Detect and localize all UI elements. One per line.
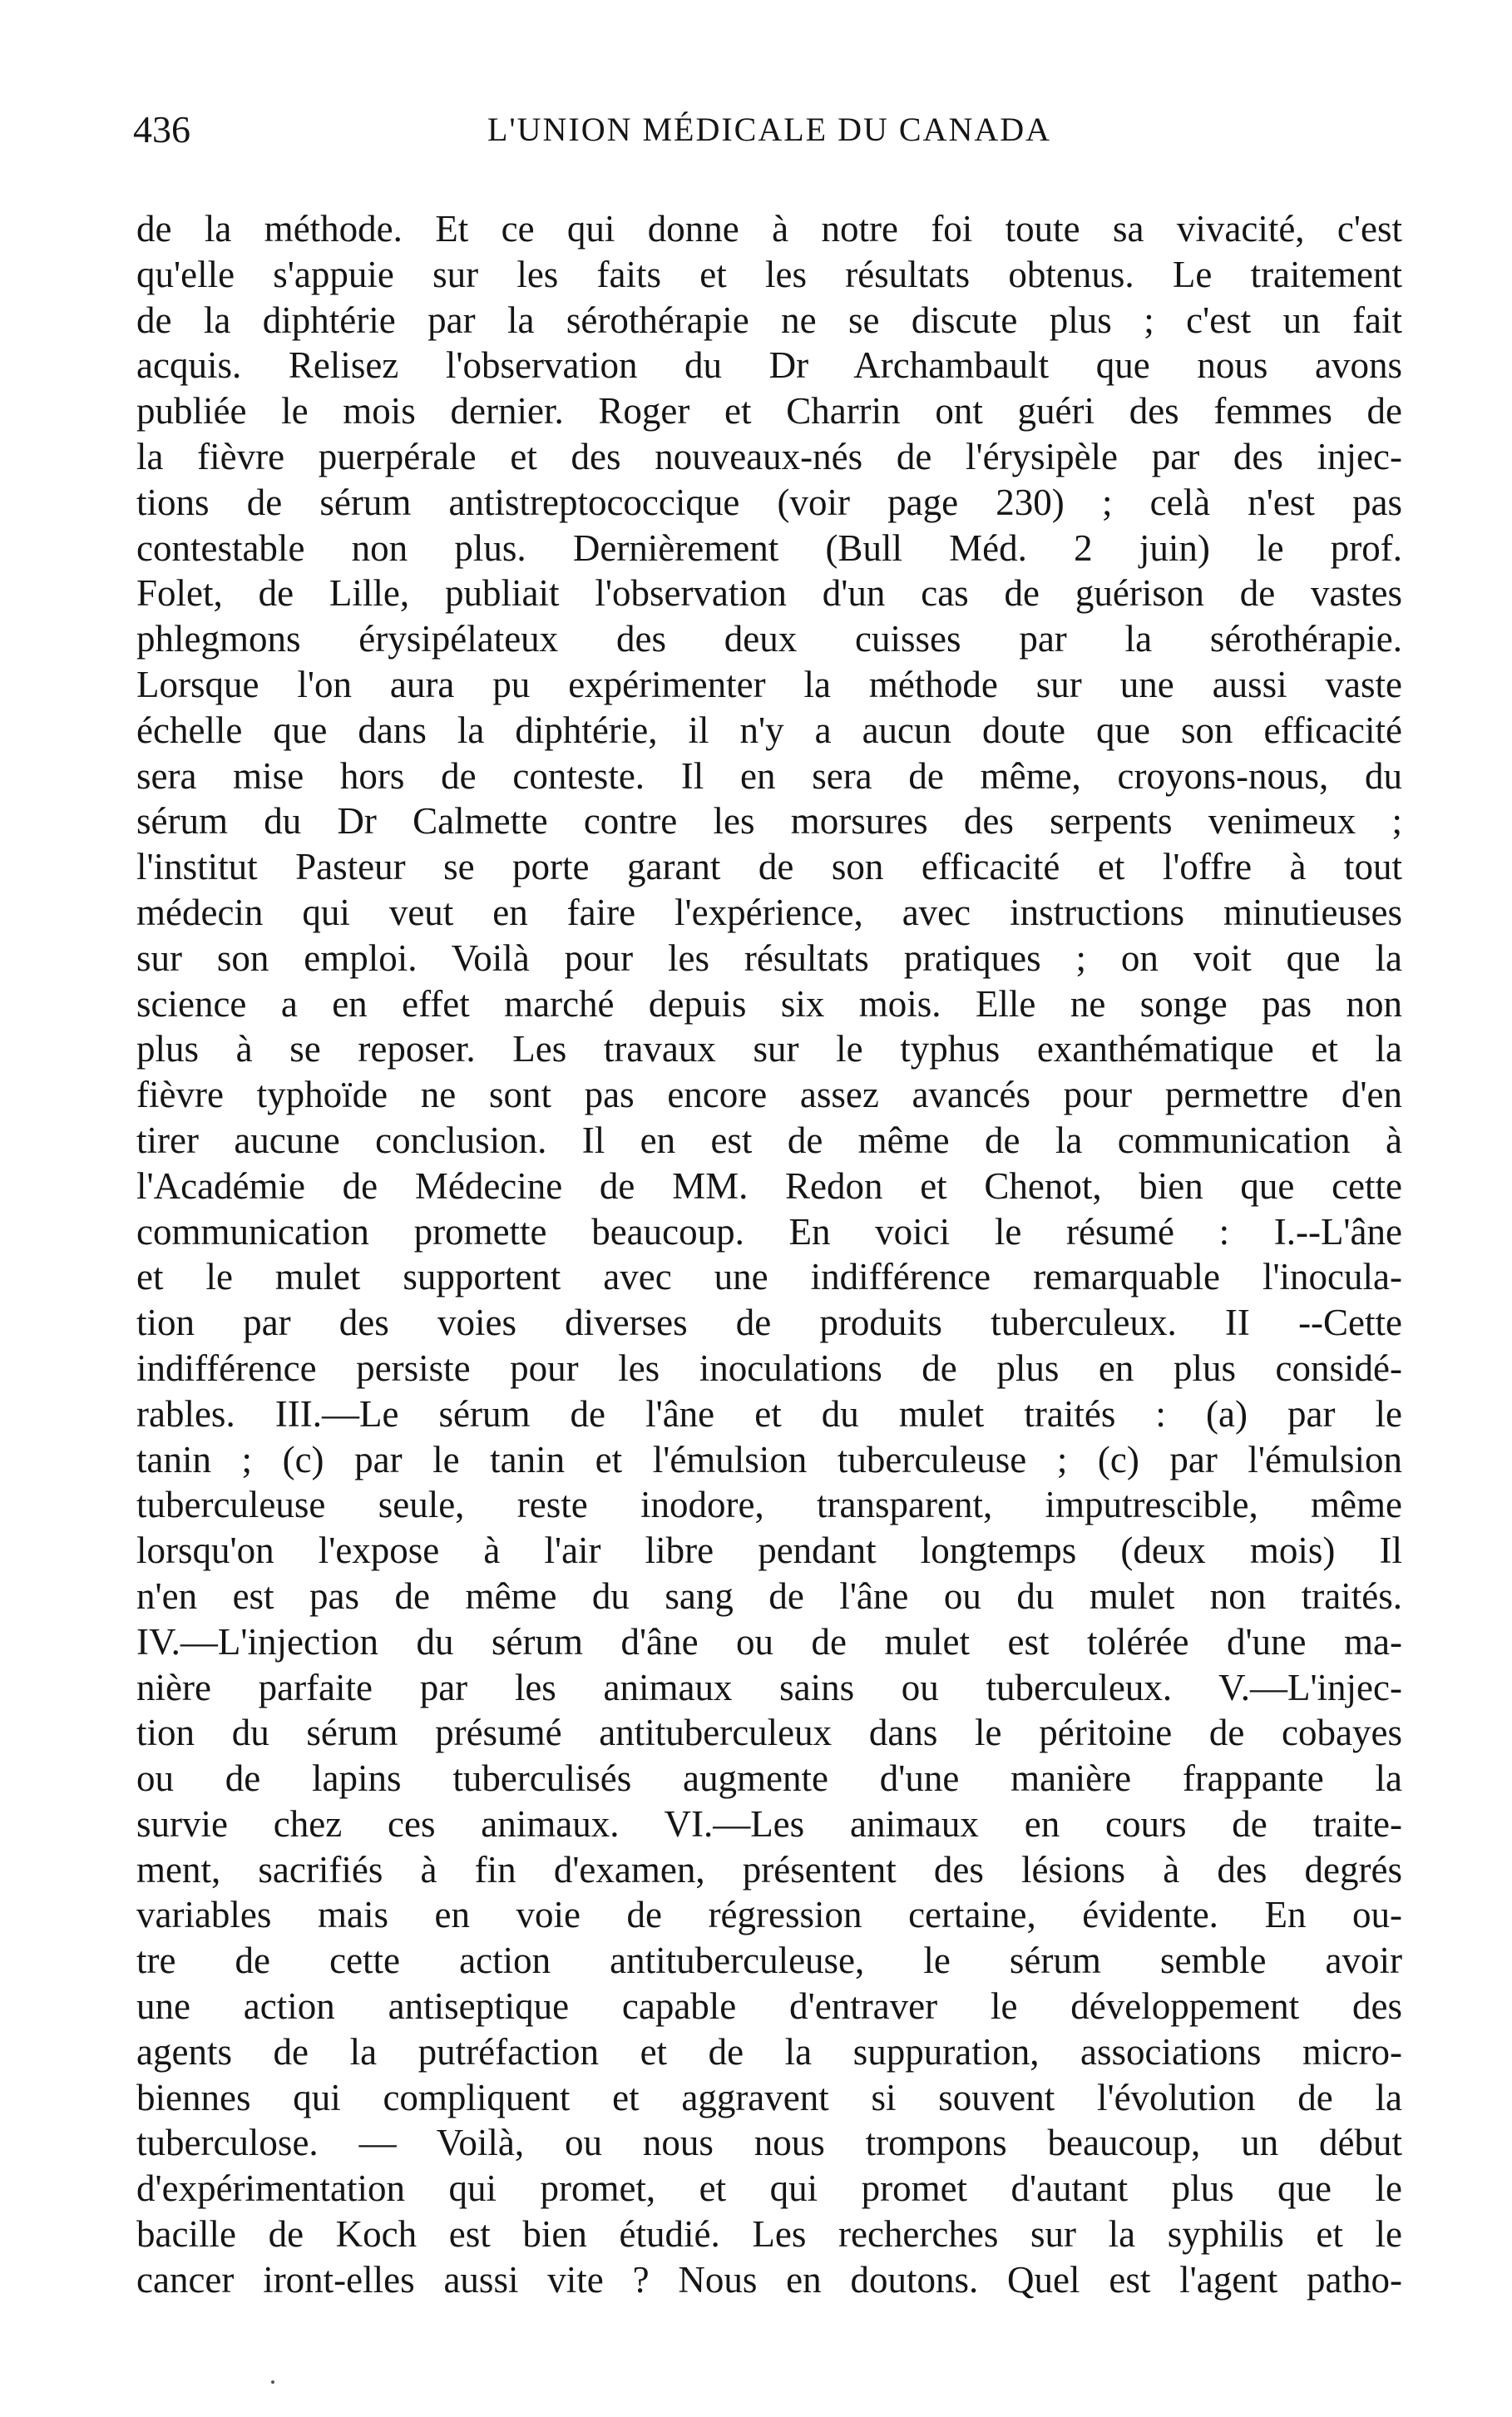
text-line: de la diphtérie par la sérothérapie ne se discute plus ; c'est un fait xyxy=(136,299,1402,341)
text-line: communication promette beaucoup. En voici le résumé : I.--L'âne xyxy=(136,1210,1402,1253)
text-line: ment, sacrifiés à fin d'examen, présentent des lésions à des degrés xyxy=(136,1848,1402,1891)
text-line: tions de sérum antistreptococcique (voir page 230) ; celà n'est pas xyxy=(136,481,1402,523)
text-line: contestable non plus. Dernièrement (Bull Méd. 2 juin) le prof. xyxy=(136,526,1402,569)
text-line: sérum du Dr Calmette contre les morsures des serpents venimeux ; xyxy=(136,800,1402,843)
text-line: fièvre typhoïde ne sont pas encore assez avancés pour permettre d'en xyxy=(136,1074,1402,1116)
text-line: échelle que dans la diphtérie, il n'y a aucun doute que son efficacité xyxy=(136,709,1402,751)
text-line: biennes qui compliquent et aggravent si souvent l'évolution de la xyxy=(136,2076,1402,2118)
text-line: tirer aucune conclusion. Il en est de même de la communication à xyxy=(136,1119,1402,1161)
running-title: L'UNION MÉDICALE DU CANADA xyxy=(487,111,1052,148)
text-line: rables. III.—Le sérum de l'âne et du mulet traités : (a) par le xyxy=(136,1392,1402,1435)
text-line: indifférence persiste pour les inoculations de plus en plus considé- xyxy=(136,1347,1402,1389)
text-line: survie chez ces animaux. VI.—Les animaux en cours de traite- xyxy=(136,1802,1402,1845)
text-line: tanin ; (c) par le tanin et l'émulsion tuberculeuse ; (c) par l'émulsion xyxy=(136,1438,1402,1480)
text-line: acquis. Relisez l'observation du Dr Archambault que nous avons xyxy=(136,344,1402,387)
text-line: cancer iront-elles aussi vite ? Nous en doutons. Quel est l'agent patho- xyxy=(136,2258,1402,2301)
page-header xyxy=(133,105,1406,155)
text-line: médecin qui veut en faire l'expérience, avec instructions minutieuses xyxy=(136,891,1402,933)
text-line: n'en est pas de même du sang de l'âne ou du mulet non traités. xyxy=(136,1574,1402,1617)
text-line: tuberculose. — Voilà, ou nous nous trompons beaucoup, un début xyxy=(136,2122,1402,2164)
text-line: nière parfaite par les animaux sains ou tuberculeux. V.—L'injec- xyxy=(136,1666,1402,1708)
text-line: bacille de Koch est bien étudié. Les recherches sur la syphilis et le xyxy=(136,2213,1402,2256)
text-line: tuberculeuse seule, reste inodore, transparent, imputrescible, même xyxy=(136,1484,1402,1526)
text-line: et le mulet supportent avec une indifférence remarquable l'inocula- xyxy=(136,1256,1402,1298)
text-line: ou de lapins tuberculisés augmente d'une manière frappante la xyxy=(136,1757,1402,1800)
text-line: tre de cette action antituberculeuse, le sérum semble avoir xyxy=(136,1940,1402,1982)
text-line: plus à se reposer. Les travaux sur le typhus exanthématique et la xyxy=(136,1028,1402,1070)
page-number: 436 xyxy=(133,108,190,151)
text-line: la fièvre puerpérale et des nouveaux-nés de l'érysipèle par des injec- xyxy=(136,435,1402,477)
text-line: l'Académie de Médecine de MM. Redon et Chenot, bien que cette xyxy=(136,1164,1402,1207)
print-speck xyxy=(271,2380,274,2384)
text-line: Lorsque l'on aura pu expérimenter la méthode sur une aussi vaste xyxy=(136,663,1402,705)
text-line: qu'elle s'appuie sur les faits et les résultats obtenus. Le traitement xyxy=(136,253,1402,295)
text-line: variables mais en voie de régression certaine, évidente. En ou- xyxy=(136,1894,1402,1936)
text-line: l'institut Pasteur se porte garant de son efficacité et l'offre à tout xyxy=(136,846,1402,888)
text-line: sera mise hors de conteste. Il en sera de même, croyons-nous, du xyxy=(136,754,1402,797)
body-text xyxy=(136,206,1402,2303)
text-line: d'expérimentation qui promet, et qui promet d'autant plus que le xyxy=(136,2167,1402,2210)
text-line: de la méthode. Et ce qui donne à notre foi toute sa vivacité, c'est xyxy=(136,208,1402,250)
text-line: science a en effet marché depuis six mois. Elle ne songe pas non xyxy=(136,982,1402,1025)
text-line: Folet, de Lille, publiait l'observation d'un cas de guérison de vastes xyxy=(136,572,1402,615)
text-line: sur son emploi. Voilà pour les résultats pratiques ; on voit que la xyxy=(136,937,1402,979)
text-line: une action antiseptique capable d'entraver le développement des xyxy=(136,1985,1402,2028)
text-line: lorsqu'on l'expose à l'air libre pendant longtemps (deux mois) Il xyxy=(136,1530,1402,1572)
text-line: phlegmons érysipélateux des deux cuisses par la sérothérapie. xyxy=(136,618,1402,660)
text-line: publiée le mois dernier. Roger et Charrin ont guéri des femmes de xyxy=(136,390,1402,432)
text-line: agents de la putréfaction et de la suppuration, associations micro- xyxy=(136,2030,1402,2073)
text-line: tion du sérum présumé antituberculeux dans le péritoine de cobayes xyxy=(136,1712,1402,1754)
text-line: tion par des voies diverses de produits tuberculeux. II --Cette xyxy=(136,1302,1402,1344)
text-line: IV.—L'injection du sérum d'âne ou de mulet est tolérée d'une ma- xyxy=(136,1620,1402,1663)
